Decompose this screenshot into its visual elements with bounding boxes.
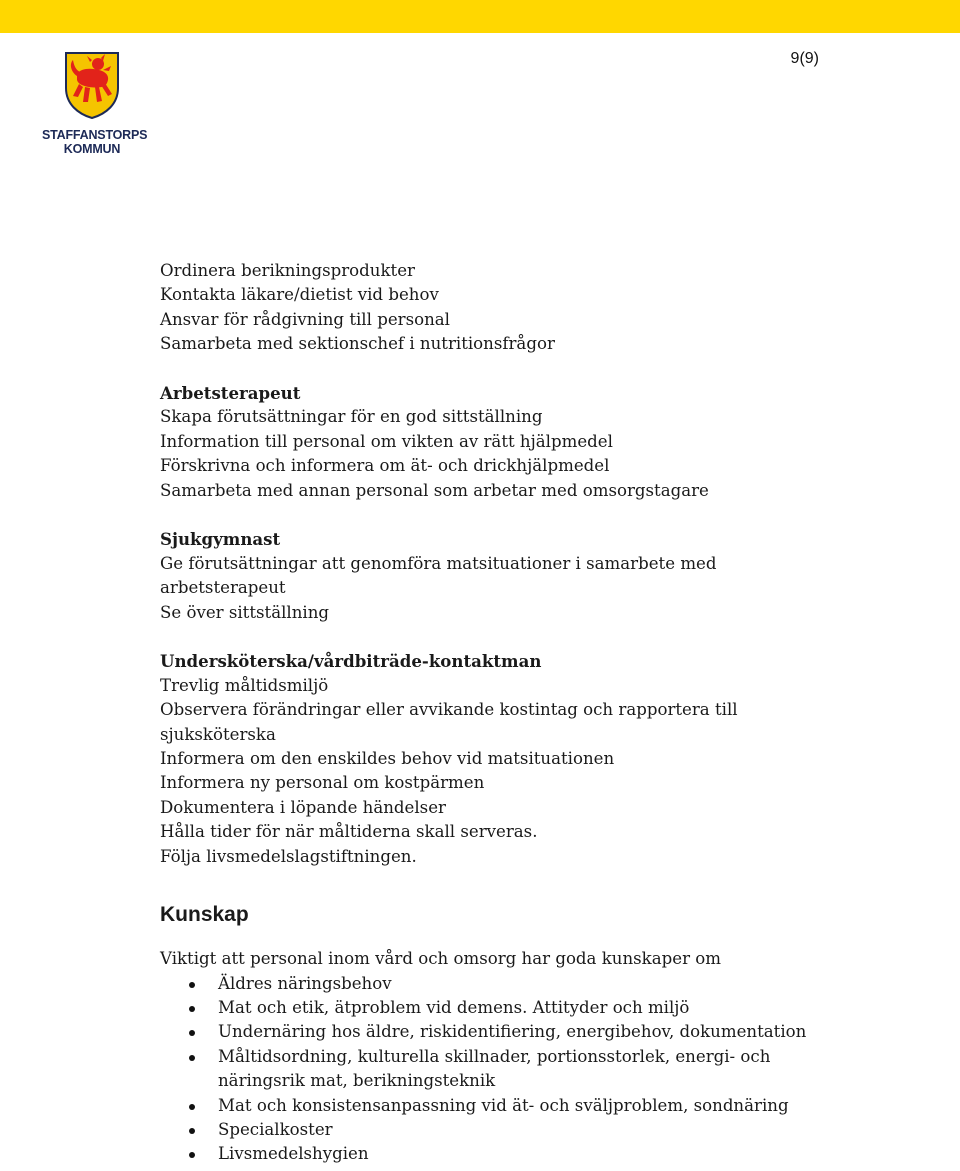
text-line: Information till personal om vikten av rätt hjälpmedel xyxy=(160,431,613,451)
list-item: Mat och konsistensanpassning vid ät- och sväljproblem, sondnäring xyxy=(160,1094,860,1118)
sjukgymnast-section xyxy=(160,527,860,625)
text-line: Kontakta läkare/dietist vid behov xyxy=(160,285,439,305)
text-line: Ge förutsättningar att genomföra matsituationer i samarbete med xyxy=(160,553,717,573)
document-body xyxy=(160,259,860,1167)
kunskap-intro: Viktigt att personal inom vård och omsorg har goda kunskaper om xyxy=(160,949,721,969)
list-item: Undernäring hos äldre, riskidentifiering, energibehov, dokumentation xyxy=(160,1020,860,1044)
kunskap-list xyxy=(160,972,860,1167)
list-item: Äldres näringsbehov xyxy=(160,972,860,996)
kunskap-heading: Kunskap xyxy=(160,903,249,927)
text-line: Trevlig måltidsmiljö xyxy=(160,675,329,695)
coat-of-arms-icon xyxy=(63,50,121,120)
municipality-logo xyxy=(42,50,148,156)
text-line: Informera ny personal om kostpärmen xyxy=(160,773,485,793)
top-color-bar xyxy=(0,0,960,33)
list-item: Livsmedelshygien xyxy=(160,1142,860,1166)
underskoterska-section xyxy=(160,649,860,869)
dietist-tasks xyxy=(160,259,860,357)
list-item: Mat och etik, ätproblem vid demens. Attityder och miljö xyxy=(160,996,860,1020)
list-item: Specialkoster xyxy=(160,1118,860,1142)
text-line: Skapa förutsättningar för en god sittställning xyxy=(160,407,543,427)
page-number: 9(9) xyxy=(790,50,819,67)
text-line: Samarbeta med sektionschef i nutritionsfrågor xyxy=(160,334,555,354)
text-line: Följa livsmedelslagstiftningen. xyxy=(160,846,417,866)
text-line: Ansvar för rådgivning till personal xyxy=(160,309,450,329)
text-line: sjuksköterska xyxy=(160,724,276,744)
text-line: Se över sittställning xyxy=(160,602,330,622)
text-line: Observera förändringar eller avvikande kostintag och rapportera till xyxy=(160,700,738,720)
text-line: Förskrivna och informera om ät- och drickhjälpmedel xyxy=(160,456,610,476)
text-line: Hålla tider för när måltiderna skall serveras. xyxy=(160,822,538,842)
text-line: arbetsterapeut xyxy=(160,578,286,598)
text-line: Informera om den enskildes behov vid matsituationen xyxy=(160,749,615,769)
underskoterska-heading: Undersköterska/vårdbiträde-kontaktman xyxy=(160,651,542,672)
logo-text-line2: KOMMUN xyxy=(63,142,121,156)
kunskap-section xyxy=(160,901,860,1167)
sjukgymnast-heading: Sjukgymnast xyxy=(160,529,281,550)
logo-text-line1: STAFFANSTORPS xyxy=(42,128,148,142)
text-line: Dokumentera i löpande händelser xyxy=(160,797,446,817)
arbetsterapeut-section xyxy=(160,381,860,503)
arbetsterapeut-heading: Arbetsterapeut xyxy=(160,383,301,404)
text-line: Samarbeta med annan personal som arbetar med omsorgstagare xyxy=(160,480,709,500)
text-line: Ordinera berikningsprodukter xyxy=(160,261,415,280)
list-item: Måltidsordning, kulturella skillnader, portionsstorlek, energi- och näringsrik mat, berikningsteknik xyxy=(160,1045,818,1094)
